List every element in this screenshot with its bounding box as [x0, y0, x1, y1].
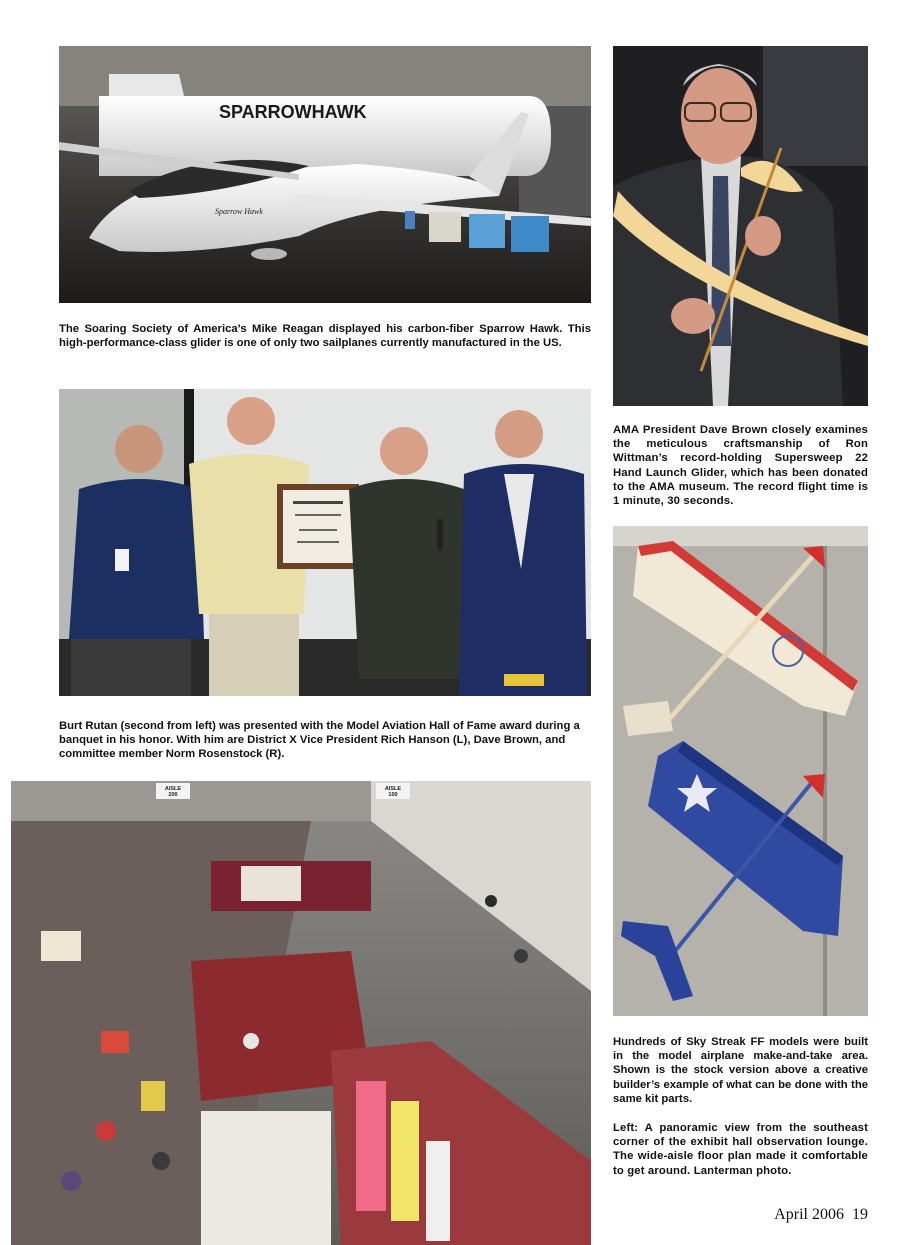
sky-streak-models-photo: [613, 526, 868, 1016]
aisle-100-sign: AISLE 100: [384, 786, 402, 798]
sparrowhawk-glider-photo: [59, 46, 591, 303]
fuselage-lettering: SPARROWHAWK: [219, 102, 367, 122]
nose-lettering: Sparrow Hawk: [215, 207, 263, 216]
glider-caption: The Soaring Society of America’s Mike Reagan displayed his carbon-fiber Sparrow Hawk. This high-performance-class glider is one of only two sailplanes currently manufactured in the US.: [59, 323, 591, 350]
exhibit-hall-caption: Left: A panoramic view from the southeast corner of the exhibit hall observation lounge. The wide-aisle floor plan made it comfortable to get around. Lanterman photo.: [613, 1122, 868, 1177]
award-caption: Burt Rutan (second from left) was presented with the Model Aviation Hall of Fame award during a banquet in his honor. With him are District X Vice President Rich Hanson (L), Dave Brown, and committee member Norm Rosenstock (R).: [59, 720, 580, 761]
folio-page-number: 19: [852, 1206, 868, 1223]
aisle-200-sign: AISLE 200: [164, 786, 182, 798]
hall-of-fame-award-photo: [59, 389, 591, 696]
page-folio: [774, 1206, 868, 1224]
dave-brown-caption: AMA President Dave Brown closely examines the meticulous craftsmanship of Ron Wittman’s record-holding Supersweep 22 Hand Launch Glider, which has been donated to the AMA museum. The record flight time is 1 minute, 30 seconds.: [613, 424, 868, 508]
exhibit-hall-photo: [11, 781, 591, 1245]
dave-brown-glider-photo: [613, 46, 868, 406]
folio-month-year: April 2006: [774, 1206, 844, 1223]
sky-streak-caption: Hundreds of Sky Streak FF models were built in the model airplane make-and-take area. Shown is the stock version above a creative builder’s example of what can be done with the same kit parts.: [613, 1036, 868, 1105]
